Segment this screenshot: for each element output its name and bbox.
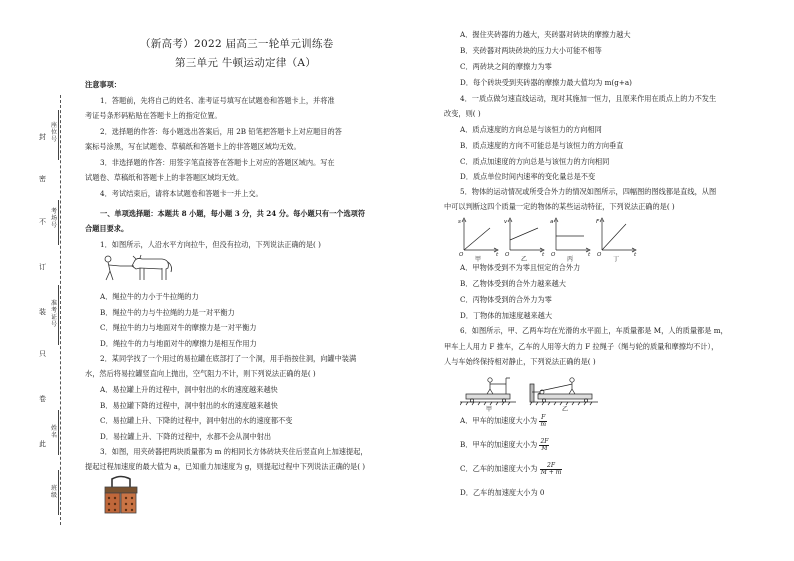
notice-heading: 注意事项： [85,80,121,89]
section-heading: 一、单项选择题：本题共 8 小题，每小题 3 分，共 24 分。每小题只有一个选项符 [100,209,366,218]
q4-option-b: B．质点速度的方向不可能总是与该恒力的方向垂直 [460,141,624,150]
graph-jia-origin: O [459,252,464,258]
graph-bing-axes [556,220,588,250]
exam-room-field-line [58,200,59,245]
graph-bing-caption: 丙 [567,256,574,262]
seat-field-line [58,110,59,160]
graph-bing-x-label: t [588,252,591,258]
q6-option-b-fraction [539,439,549,452]
sidebar-char-mi: 密 [39,175,46,183]
graph-ding-origin: O [597,252,602,258]
sidebar-char-ci: 此 [39,440,46,448]
q1-option-b: B．绳拉牛的力与牛拉绳的力是一对平衡力 [100,308,235,317]
q5-option-a: A．甲物体受到不为零且恒定的合外力 [460,263,581,272]
q5-option-b: B．乙物体受到的合外力越来越大 [460,279,566,288]
fraction-denominator: M [541,444,548,452]
q2-option-c: C．易拉罐上升、下降的过程中，洞中射出的水的速度都不变 [100,416,293,425]
q2-option-d: D．易拉罐上升、下降的过程中，水都不会从洞中射出 [100,432,272,441]
q4-option-c: C．质点加速度的方向总是与该恒力的方向相同 [460,157,610,166]
fraction-denominator: m [540,420,547,428]
sidebar-char-zhuang: 装 [39,308,46,316]
brick-clamp-figure [100,475,142,515]
q5-stem: 5．物体的运动情况或所受合外力的情况如图所示，四幅图的图线都是直线，从图 [460,187,717,196]
sidebar-label-name: 姓名 [50,425,57,439]
graph-ding-caption: 丁 [613,256,620,262]
name-field-line [58,410,59,455]
sidebar-char-zhi: 只 [39,350,46,358]
fraction-numerator: 2F [540,437,549,445]
notice-line: 考证号条形码粘贴在答题卡上的指定位置。 [85,111,222,120]
q5-stem-cont: 中可以判断这四个质量一定的物体的某些运动特征，下列说法正确的是( ) [444,202,675,211]
q4-option-d: D．质点单位时间内速率的变化量总是不变 [460,172,596,181]
q6-option-c [460,462,562,476]
sidebar-char-feng: 封 [39,133,46,141]
q1-option-d: D．绳拉牛的力与地面对牛的摩擦力是相互作用力 [100,339,257,348]
section-heading-cont: 合题目要求。 [85,224,129,233]
graph-yi-y-label: v [504,219,508,225]
q4-stem: 4．一质点做匀速直线运动，现对其施加一恒力，且原来作用在质点上的力不发生 [460,94,717,103]
fraction-numerator: 2F [540,463,563,470]
notice-line: 1．答题前，先将自己的姓名、准考证号填写在试题卷和答题卡上，并将准 [100,96,335,105]
q1-option-a: A．绳拉牛的力小于牛拉绳的力 [100,292,199,301]
q3-option-a: A．握住夹砖器的力越大，夹砖器对砖块的摩擦力越大 [460,30,631,39]
q2-stem-cont: 水，然后将易拉罐竖直向上抛出，空气阻力不计，则下列说法正确的是( ) [85,369,316,378]
q6-option-b [460,438,549,452]
q4-option-a: A．质点速度的方向总是与该恒力的方向相同 [460,125,602,134]
q6-option-c-prefix: C．乙车的加速度大小为 [460,464,538,473]
exam-subtitle: 第三单元 牛顿运动定律（A） [175,57,317,69]
q3-option-d: D．每个砖块受到夹砖器的摩擦力最大值均为 m(g+a) [460,78,632,87]
q6-option-a [460,414,547,428]
sidebar-char-ding: 订 [39,263,46,271]
q2-option-b: B．易拉罐下降的过程中，洞中射出的水的速度越来越快 [100,401,278,410]
cart-jia-body [466,394,510,399]
graph-yi-origin: O [505,252,510,258]
sidebar-char-juan: 卷 [39,395,46,403]
class-field-line [58,470,59,515]
graph-ding-line [602,224,626,250]
q6-stem: 6．如图所示，甲、乙两车均在光滑的水平面上，车质量都是 M，人的质量都是 m， [460,326,728,335]
graph-yi-x-label: t [542,252,545,258]
q4-stem-cont: 改变，则( ) [444,109,481,118]
graph-ding-y-label: F [596,219,600,225]
q6-option-c-fraction [540,463,563,476]
fraction-denominator: M + m [540,468,562,476]
exam-title: （新高考）2022 届高三一轮单元训练卷 [140,38,334,50]
q1-stem: 1．如图所示，人沿水平方向拉牛，但没有拉动，下列说法正确的是( ) [100,240,321,249]
q2-stem: 2．某同学找了一个用过的易拉罐在底部打了一个洞，用手指按住洞，向罐中装满 [100,354,357,363]
q6-option-a-fraction [539,415,547,428]
q6-option-b-prefix: B．甲车的加速度大小为 [460,440,538,449]
q3-option-c: C．两砖块之间的摩擦力为零 [460,62,552,71]
q1-option-c: C．绳拉牛的力与地面对牛的摩擦力是一对平衡力 [100,323,257,332]
cart-yi-body [538,394,592,399]
fraction-numerator: F [541,413,546,421]
q5-option-c: C．丙物体受到的合外力为零 [460,295,552,304]
notice-line: 案标号涂黑，写在试题卷、草稿纸和答题卡上的非答题区域均无效。 [85,142,301,151]
graph-jia-y-label: s [458,219,461,225]
binding-line [60,95,61,525]
graph-yi-line [510,228,538,240]
notice-line: 试题卷、草稿纸和答题卡上的非答题区域均无效。 [85,173,244,182]
sidebar-label-exam-room: 考场号 [50,208,57,229]
q2-option-a: A．易拉罐上升的过程中，洞中射出的水的速度越来越快 [100,385,278,394]
sidebar-label-seat: 座位号 [50,122,57,143]
person-pulling-cow-figure [100,252,175,284]
q3-stem-cont: 提起过程加速度的最大值为 a，已知重力加速度为 g，则提起过程中下列说法正确的是( ) [85,462,366,471]
graph-bing-y-label: a [550,219,554,225]
wall [530,384,534,402]
notice-line: 2．选择题的作答：每小题选出答案后，用 2B 铅笔把答题卡上对应题目的答 [100,127,342,136]
notice-line: 4．考试结束后，请将本试题卷和答题卡一并上交。 [100,189,263,198]
graph-yi-caption: 乙 [521,256,528,262]
graph-jia-x-label: t [496,252,499,258]
graph-ding-x-label: t [634,252,637,258]
sidebar-char-bu: 不 [39,218,46,226]
admission-field-line [58,285,59,345]
notice-line: 3．非选择题的作答：用签字笔直接答在答题卡上对应的答题区域内。写在 [100,158,335,167]
q6-option-a-prefix: A．甲车的加速度大小为 [460,416,538,425]
graph-bing-origin: O [551,252,556,258]
q6-stem-cont2: 人与车始终保持相对静止，下列说法正确的是( ) [444,357,596,366]
cart-jia-label: 甲 [486,406,493,412]
cart-yi-label: 乙 [562,406,569,412]
sidebar-label-class: 班级 [50,485,57,499]
q6-option-d: D．乙车的加速度大小为 0 [460,488,545,497]
graph-ding-axes [602,220,634,250]
q3-option-b: B．夹砖器对两块砖块的压力大小可能不相等 [460,46,602,55]
q5-graphs [458,214,638,262]
sidebar-label-admission: 准考证号 [50,300,57,328]
q3-stem: 3．如图，用夹砖器把两块质量都为 m 的相同长方体砖块夹住后竖直向上加速提起， [100,447,368,456]
graph-yi-axes [510,220,542,250]
q6-carts-figure [460,370,600,412]
q6-stem-cont: 甲车上人用力 F 推车，乙车的人用等大的力 F 拉绳子（绳与轮的质量和摩擦均不计）， [444,342,719,351]
graph-jia-line [464,228,490,250]
graph-jia-caption: 甲 [475,256,482,262]
q5-option-d: D．丁物体的加速度越来越大 [460,311,553,320]
